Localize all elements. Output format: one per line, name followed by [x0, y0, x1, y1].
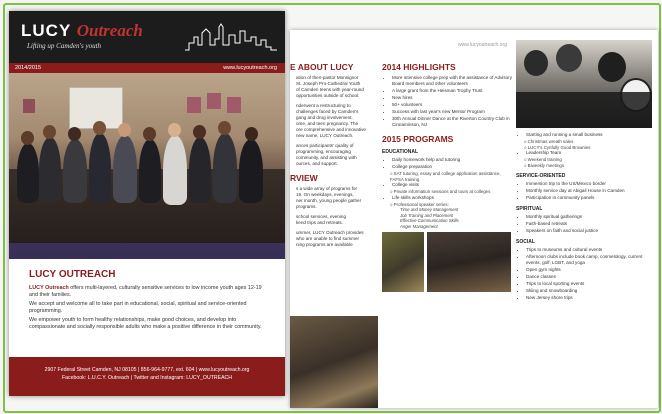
- highlight-item: • 50+ volunteers: [392, 102, 512, 108]
- overview-line: programs.: [296, 204, 317, 209]
- brochure-front-cover: [9, 11, 285, 396]
- about-line: ome, and teen pregnancy. The: [296, 121, 359, 126]
- front-heading: LUCY OUTREACH: [29, 269, 116, 280]
- workshops-subitem: o Professional speaker series:: [390, 202, 512, 208]
- social-item: • Skiing and snowboarding: [526, 288, 652, 294]
- front-body: [29, 285, 269, 334]
- overview-line: ner month, young people gather: [296, 198, 362, 203]
- about-line: ances participants' quality of: [296, 143, 354, 148]
- educational-item: • Daily homework help and tutoring: [392, 157, 512, 163]
- highlight-item: • Success with last year's new Mentor Program: [392, 109, 512, 115]
- social-item: • Open gym nights: [526, 267, 652, 273]
- website-label: www.lucyoutreach.org: [223, 65, 277, 71]
- logo-accent: Outreach: [76, 21, 143, 40]
- overview-line: 19. On weekdays, evenings,: [296, 192, 354, 197]
- spiritual-label: SPIRITUAL: [516, 206, 543, 213]
- tagline: Lifting up Camden's youth: [27, 42, 102, 50]
- mission-paragraph: We empower youth to form healthy relationships, make good choices, and develop into compassionate and socially responsible adults who make a positive difference in their community.: [29, 317, 262, 330]
- about-line: challenges faced by Camden's: [296, 109, 359, 114]
- highlight-item: • More intensive college prep with the assistance of Advisory Board members and other volunteers: [392, 75, 512, 87]
- highlights-list: [382, 75, 512, 128]
- visits-subitem: o Private information sessions and tours at colleges: [390, 189, 512, 195]
- social-label: SOCIAL: [516, 239, 535, 246]
- business-item: • Starting and running a small business: [526, 132, 652, 138]
- about-line: nderwent a restructuring to: [296, 103, 351, 108]
- spiritual-list: [516, 214, 652, 234]
- speaker-topic: Anger Management: [400, 223, 438, 229]
- service-item: • Immersion trip to the US/Mexico border: [526, 181, 652, 187]
- overview-line: ummer, LUCY Outreach provides: [296, 230, 364, 235]
- business-subitem: o Christmas wreath sales: [524, 139, 652, 145]
- about-text: [290, 75, 378, 167]
- social-item: • Dance classes: [526, 274, 652, 280]
- group-photo-wide: [427, 232, 511, 292]
- educational-label: EDUCATIONAL: [382, 149, 419, 155]
- brand-banner: [9, 11, 285, 63]
- about-line: community, and assisting with: [296, 155, 357, 160]
- overview-line: who are unable to find summer: [296, 236, 360, 241]
- spiritual-item: • Monthly spiritual gatherings: [526, 214, 652, 220]
- overview-heading: RVIEW: [290, 173, 318, 183]
- service-item: • Monthly service day at Abigail House in Camden: [526, 188, 652, 194]
- highlight-item: • 30th Annual Dinner Dance at the Riverton Country Club in Cinnaminson, NJ: [392, 116, 512, 128]
- about-line: opportunities outside of school.: [296, 93, 360, 98]
- youth-group-photo: [9, 73, 285, 259]
- social-item: • New Jersey shore trips: [526, 295, 652, 301]
- ski-trip-photo: [516, 40, 652, 128]
- overview-line: kend trips and retreats.: [296, 220, 343, 225]
- about-heading: E ABOUT LUCY: [290, 62, 354, 72]
- about-line: of Camden teens with year-round: [296, 87, 364, 92]
- logo-main: LUCY: [21, 21, 71, 40]
- educational-item: • College preparation: [392, 164, 512, 170]
- workshops-item: • Life skills workshops: [392, 195, 512, 201]
- welcome-paragraph: We accept and welcome all to take part in educational, social, spiritual and service-oriented programming.: [29, 301, 247, 314]
- overview-line: ning programs are available: [296, 242, 353, 247]
- about-line: ation of then-pastor Monsignor: [296, 75, 359, 80]
- prep-subitem: o SAT tutoring, essay and college application assistance, FAFSA training: [390, 171, 512, 182]
- about-line: ources, and support.: [296, 161, 338, 166]
- intro-paragraph: [29, 285, 269, 298]
- volunteers-photo: [290, 316, 378, 408]
- highlight-item: • A large grant from the Heisman Trophy Trust: [392, 88, 512, 94]
- social-item: • Afternoon clubs include book camp, cosmetology, current events, golf, LGBT, and yoga: [526, 254, 652, 266]
- social-line: Facebook: L.U.C.Y. Outreach | Twitter and Instagram: LUCY_OUTREACH: [61, 375, 233, 381]
- social-item: • Trips to museums and cultural events: [526, 247, 652, 253]
- speaker-topic: Job Training and Placement: [400, 212, 454, 218]
- college-visits-item: • College visits: [392, 182, 512, 188]
- address-line: 2907 Federal Street Camden, NJ 08105 | 856-964-9777, ext. 604 | www.lucyoutreach.org: [44, 367, 250, 373]
- about-line: gang and drug involvement,: [296, 115, 353, 120]
- service-list: [516, 181, 652, 201]
- spread-url: www.lucyoutreach.org: [458, 42, 507, 48]
- about-line: St. Joseph Pro-Cathedral Youth: [296, 81, 361, 86]
- leadership-sublist: [516, 157, 652, 168]
- brochure-inner-spread: [290, 30, 658, 408]
- business-subitem: o LUCY's Cynfully Good Brownies: [524, 145, 652, 151]
- leadership-subitem: o Weekend training: [524, 157, 652, 163]
- speaker-topics: [382, 207, 512, 229]
- business-sublist: [516, 139, 652, 150]
- business-list: [516, 132, 652, 138]
- intro-lead: LUCY Outreach: [29, 285, 69, 291]
- highlights-column: [382, 58, 512, 292]
- logo: [21, 21, 143, 41]
- spiritual-item: • Faith-based retreats: [526, 221, 652, 227]
- spiritual-item: • Speakers on faith and social justice: [526, 228, 652, 234]
- programs-right-column: [516, 58, 652, 302]
- programs-heading: 2015 PROGRAMS: [382, 134, 454, 144]
- about-line: programming, encouraging: [296, 149, 351, 154]
- speaker-topic: Time and Money Management: [400, 207, 459, 213]
- speaker-topic: Effective Communication Skills: [400, 218, 459, 224]
- service-item: • Participation in community panels: [526, 195, 652, 201]
- year-label: 2014/2015: [15, 65, 41, 71]
- highlight-item: • New hires: [392, 95, 512, 101]
- date-bar: [9, 63, 285, 73]
- social-list: [516, 247, 652, 301]
- service-label: SERVICE-ORIENTED: [516, 173, 566, 180]
- educational-list: [382, 157, 512, 170]
- about-line: new name, LUCY Outreach.: [296, 133, 354, 138]
- intro-rest: offers multi-layered, culturally sensitive services to low income youth ages 12-19 and their families.: [29, 285, 262, 298]
- highlights-heading: 2014 HIGHLIGHTS: [382, 62, 456, 72]
- leadership-item: • Leadership Team: [526, 150, 652, 156]
- about-line: ore comprehensive and innovative: [296, 127, 366, 132]
- overview-line: school services, evening: [296, 214, 347, 219]
- contact-footer: [9, 357, 285, 396]
- social-item: • Trips to local sporting events: [526, 281, 652, 287]
- prep-sublist: [382, 171, 512, 182]
- overview-line: s a wide array of programs for: [296, 186, 358, 191]
- overview-text: [290, 186, 378, 248]
- leadership-subitem: o Biweekly meetings: [524, 163, 652, 169]
- city-skyline-icon: [185, 23, 277, 51]
- group-photo-small: [382, 232, 424, 292]
- about-column: [290, 58, 378, 408]
